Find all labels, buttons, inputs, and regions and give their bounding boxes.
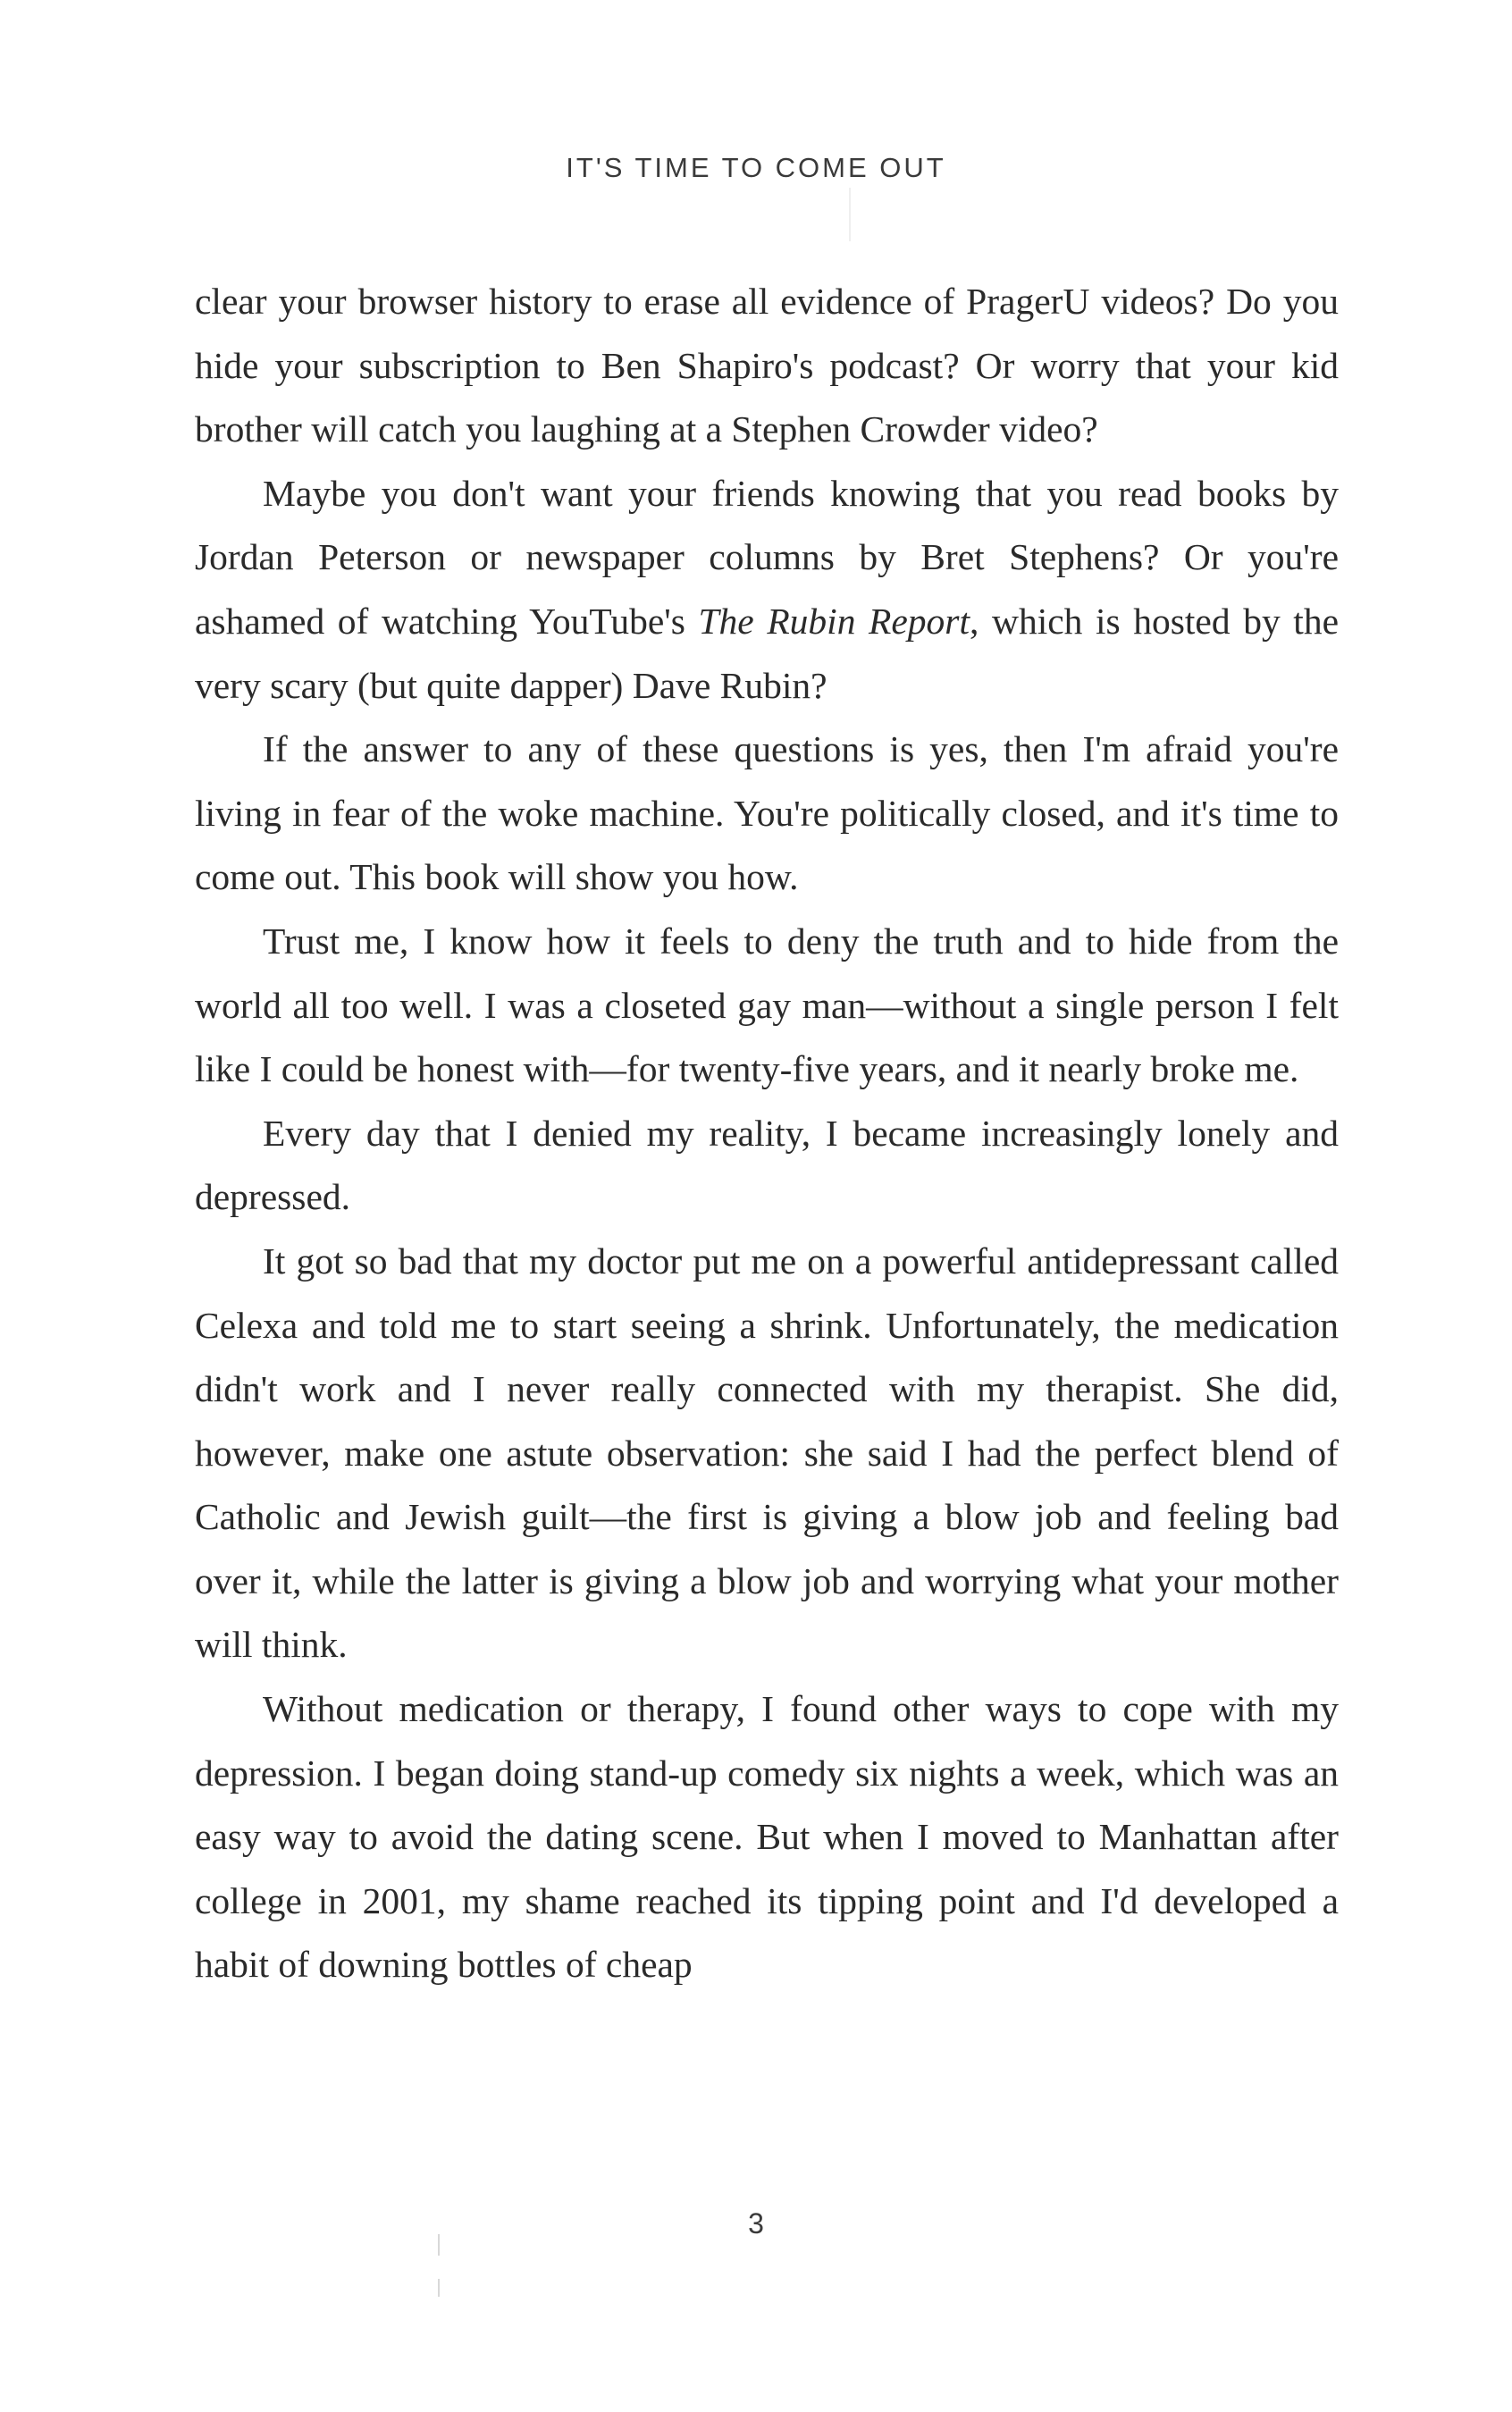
text-run: clear your browser history to erase all evidence of PragerU videos? Do you hide your subscription to Ben Shapiro's podcast? Or worry that your kid brother will catch you laughing at a Stephen Crowder video? <box>195 281 1339 450</box>
italic-title: The Rubin Report <box>698 600 970 642</box>
text-run: It got so bad that my doctor put me on a powerful antidepressant called Celexa and told me to start seeing a shrink. Unfortunately, the medication didn't work and I never really connected with my therapist. She did, however, make one astute observation: she said I had the perfect blend of Catholic and Jewish guilt—the first is giving a blow job and feeling bad over it, while the latter is giving a blow job and worrying what your mother will think. <box>195 1240 1339 1666</box>
paragraph <box>195 1677 1339 1997</box>
scan-speck <box>438 2234 440 2256</box>
text-run: Without medication or therapy, I found other ways to cope with my depression. I began doing stand-up comedy six nights a week, which was an easy way to avoid the dating scene. But when I moved to Manhattan after college in 2001, my shame reached its tipping point and I'd developed a habit of downing bottles of cheap <box>195 1688 1339 1986</box>
text-run: Trust me, I know how it feels to deny the truth and to hide from the world all too well. I was a closeted gay man—without a single person I felt like I could be honest with—for twenty-five years, and it nearly broke me. <box>195 920 1339 1090</box>
body-text <box>195 270 1339 1997</box>
paragraph <box>195 718 1339 910</box>
scan-speck <box>849 188 851 241</box>
scan-speck <box>438 2279 440 2297</box>
page-number: 3 <box>748 2207 764 2240</box>
paragraph <box>195 462 1339 718</box>
text-run: Every day that I denied my reality, I became increasingly lonely and depressed. <box>195 1112 1339 1218</box>
paragraph <box>195 1230 1339 1677</box>
paragraph <box>195 270 1339 462</box>
running-head: IT'S TIME TO COME OUT <box>566 152 946 183</box>
text-run: , which is hosted by the very scary (but quite dapper) Dave Rubin? <box>195 600 1339 706</box>
text-run: If the answer to any of these questions is yes, then I'm afraid you're living in fear of the woke machine. You're politically closed, and it's time to come out. This book will show you how. <box>195 728 1339 898</box>
text-run: Maybe you don't want your friends knowing that you read books by Jordan Peterson or newspaper columns by Bret Stephens? Or you're ashamed of watching YouTube's <box>195 472 1339 642</box>
paragraph <box>195 910 1339 1102</box>
paragraph <box>195 1102 1339 1230</box>
